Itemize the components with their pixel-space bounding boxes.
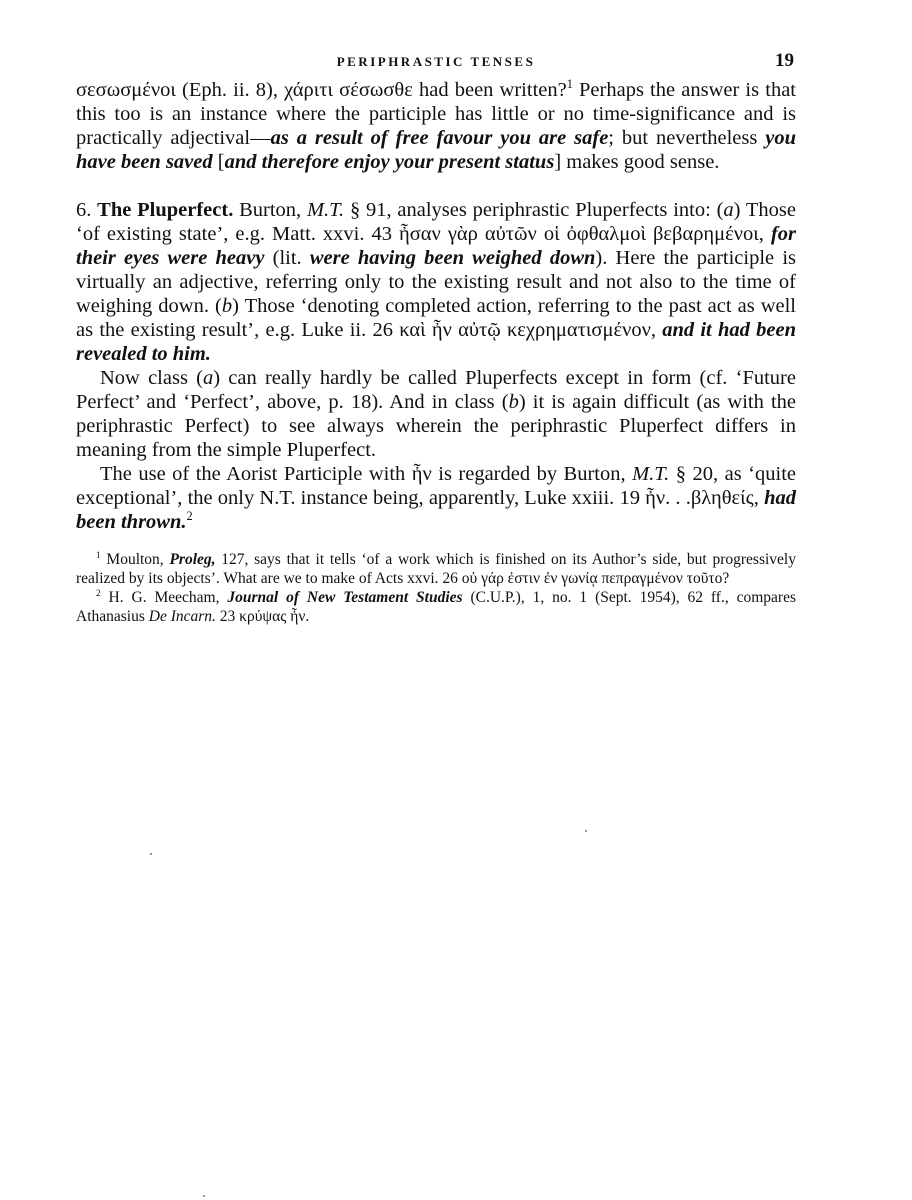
italic-letter: b — [508, 391, 519, 413]
text-run: ) it is again difficult (as with the periphrastic Perfect) to see always wherein the periphrastic Pluperfect differs in meaning from the simple Pluperfect. — [76, 391, 796, 461]
scan-speck — [150, 853, 152, 855]
text-run: Burton, — [233, 199, 307, 221]
text-run: Now class ( — [100, 367, 203, 389]
italic-phrase: as a result of free favour you are safe — [270, 127, 609, 149]
italic-abbrev: M.T. — [632, 463, 670, 485]
footnote-2 — [76, 588, 796, 626]
footnote-ref-2: 2 — [186, 509, 193, 524]
section-number: 6. — [76, 199, 98, 221]
text-run: The use of the Aorist Participle with ἦν is regarded by Burton, — [100, 463, 633, 485]
scan-speck — [585, 830, 587, 832]
italic-phrase: you have been saved — [76, 127, 796, 173]
section-6-pluperfect — [76, 198, 796, 366]
italic-letter: a — [202, 367, 214, 389]
text-run: ] makes good sense. — [554, 151, 720, 173]
italic-letter: b — [221, 295, 233, 317]
text-run: H. G. Meecham, — [100, 589, 228, 606]
text-run: (lit. — [264, 247, 310, 269]
italic-phrase: had been thrown. — [76, 487, 796, 533]
page-header — [76, 50, 796, 72]
section-heading: The Pluperfect. — [97, 199, 234, 221]
paragraph-3 — [76, 366, 796, 462]
footnote-1 — [76, 550, 796, 588]
paragraph-1 — [76, 78, 796, 174]
footnote-mark: 1 — [96, 550, 101, 561]
text-run: 23 κρύψας ἦν. — [215, 608, 310, 625]
text-run: (C.U.P.), 1, no. 1 (Sept. 1954), 62 ff., compares Athanasius — [76, 589, 796, 625]
body-text — [76, 78, 796, 534]
page — [76, 50, 796, 626]
italic-phrase: were having been weighed down — [309, 247, 596, 269]
italic-phrase: for their eyes were heavy — [76, 223, 796, 269]
italic-phrase: De Incarn. — [148, 608, 216, 625]
footnote-mark: 2 — [96, 588, 101, 599]
footnote-separator — [76, 534, 796, 550]
italic-phrase: Proleg, — [169, 551, 216, 568]
page-number: 19 — [775, 50, 794, 71]
text-run: ). Here the participle is virtually an adjective, referring only to the existing result and not also to the time of weighing down. ( — [76, 247, 796, 317]
text-run: ) Those ‘denoting completed action, referring to the past act as well as the existing result’, e.g. Luke ii. 26 καὶ ἦν αὐτῷ κεχρηματισμένον, — [76, 295, 796, 341]
italic-abbrev: M.T. — [306, 199, 345, 221]
text-run: § 91, analyses periphrastic Pluperfects into: ( — [344, 199, 724, 221]
footnotes — [76, 550, 796, 626]
italic-phrase: Journal of New Testament Studies — [227, 589, 463, 606]
text-run: ; but nevertheless — [608, 127, 766, 149]
text-run: σεσωσμένοι (Eph. ii. 8), χάριτι σέσωσθε had been written? — [76, 79, 567, 101]
text-run: 127, says that it tells ‘of a work which is finished on its Author’s side, but progressively realized by its objects’. What are we to make of Acts xxvi. 26 οὐ γάρ ἐστιν ἐν γωνίᾳ πεπραγμένον τοῦτο? — [76, 551, 796, 587]
text-run: Perhaps the answer is that this too is an instance where the participle has little or no time-significance and is practically adjectival— — [76, 79, 796, 149]
paragraph-4 — [76, 462, 796, 534]
italic-phrase: and therefore enjoy your present status — [224, 151, 555, 173]
text-run: Moulton, — [100, 551, 170, 568]
section-gap — [76, 174, 796, 198]
footnote-ref-1: 1 — [566, 77, 573, 92]
running-title: PERIPHRASTIC TENSES — [336, 54, 536, 69]
text-run: [ — [212, 151, 225, 173]
text-run: ) can really hardly be called Pluperfects except in form (cf. ‘Future Perfect’ and ‘Perfect’, above, p. 18). And in class ( — [76, 367, 796, 413]
scan-speck — [203, 1195, 205, 1197]
text-run: ) Those ‘of existing state’, e.g. Matt. xxvi. 43 ἦσαν γὰρ αὐτῶν οἱ ὀφθαλμοὶ βεβαρημένοι, — [76, 199, 796, 245]
italic-phrase: and it had been revealed to him. — [76, 319, 796, 365]
text-run: § 20, as ‘quite exceptional’, the only N.T. instance being, apparently, Luke xxiii. 19 ἦν. . .βληθείς, — [76, 463, 796, 509]
italic-letter: a — [723, 199, 734, 221]
